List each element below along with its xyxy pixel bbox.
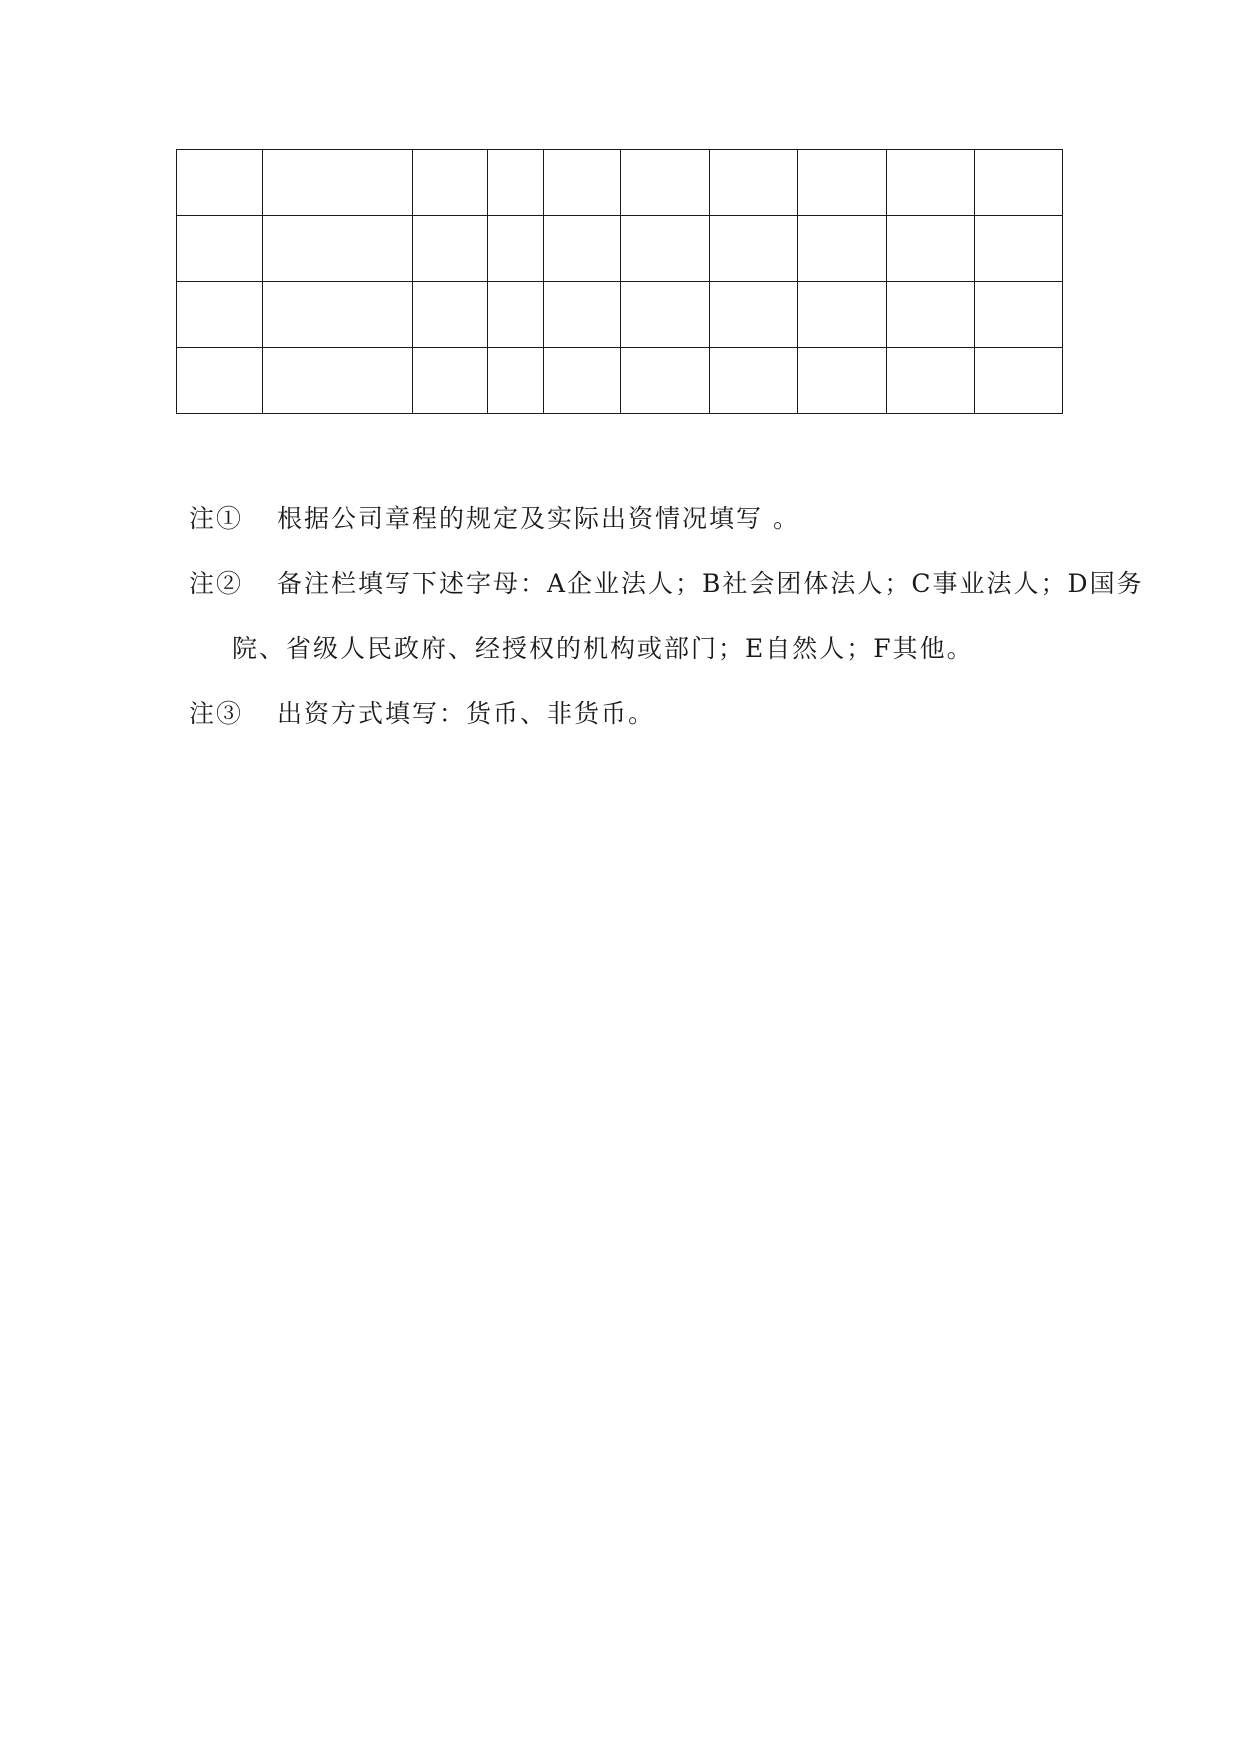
table-body [177, 150, 1063, 414]
table-cell [887, 282, 975, 348]
table-cell [263, 150, 413, 216]
table-cell [887, 150, 975, 216]
table-cell [488, 348, 544, 414]
table-cell [413, 348, 488, 414]
table-cell [621, 348, 710, 414]
table-cell [887, 216, 975, 282]
table-cell [177, 150, 263, 216]
table-row [177, 216, 1063, 282]
table-cell [710, 282, 798, 348]
blank-form-table [176, 149, 1063, 414]
table-cell [798, 348, 887, 414]
table-row [177, 150, 1063, 216]
note-label: 注② [189, 569, 244, 598]
table-cell [544, 150, 621, 216]
note-label: 注③ [189, 699, 244, 728]
table-cell [488, 150, 544, 216]
note-text-line-2: 院、省级人民政府、经授权的机构或部门；E自然人；F其他。 [232, 634, 974, 663]
table-cell [798, 216, 887, 282]
table-cell [621, 282, 710, 348]
table-cell [798, 282, 887, 348]
note-text: 出资方式填写：货币、非货币。 [277, 699, 656, 728]
table-cell [975, 150, 1063, 216]
table-cell [710, 150, 798, 216]
table-cell [544, 282, 621, 348]
table-cell [975, 348, 1063, 414]
note-2 [189, 551, 1199, 681]
table-cell [488, 282, 544, 348]
table-cell [975, 282, 1063, 348]
table-cell [621, 216, 710, 282]
table-cell [488, 216, 544, 282]
table-cell [177, 216, 263, 282]
table-cell [263, 216, 413, 282]
note-text-line-1: 备注栏填写下述字母：A企业法人；B社会团体法人；C事业法人；D国务 [277, 569, 1144, 598]
table-cell [413, 282, 488, 348]
notes-section [189, 486, 1199, 746]
table-cell [263, 282, 413, 348]
table-cell [413, 216, 488, 282]
table-cell [544, 348, 621, 414]
table-cell [621, 150, 710, 216]
table-cell [177, 348, 263, 414]
table-row [177, 348, 1063, 414]
note-text: 根据公司章程的规定及实际出资情况填写 。 [277, 504, 800, 533]
table-cell [975, 216, 1063, 282]
table-row [177, 282, 1063, 348]
table-cell [177, 282, 263, 348]
table-cell [263, 348, 413, 414]
note-label: 注① [189, 504, 244, 533]
table-cell [887, 348, 975, 414]
note-1 [189, 486, 1199, 551]
table-cell [544, 216, 621, 282]
note-3 [189, 681, 1199, 746]
table-cell [413, 150, 488, 216]
table-cell [798, 150, 887, 216]
table-cell [710, 348, 798, 414]
table-cell [710, 216, 798, 282]
